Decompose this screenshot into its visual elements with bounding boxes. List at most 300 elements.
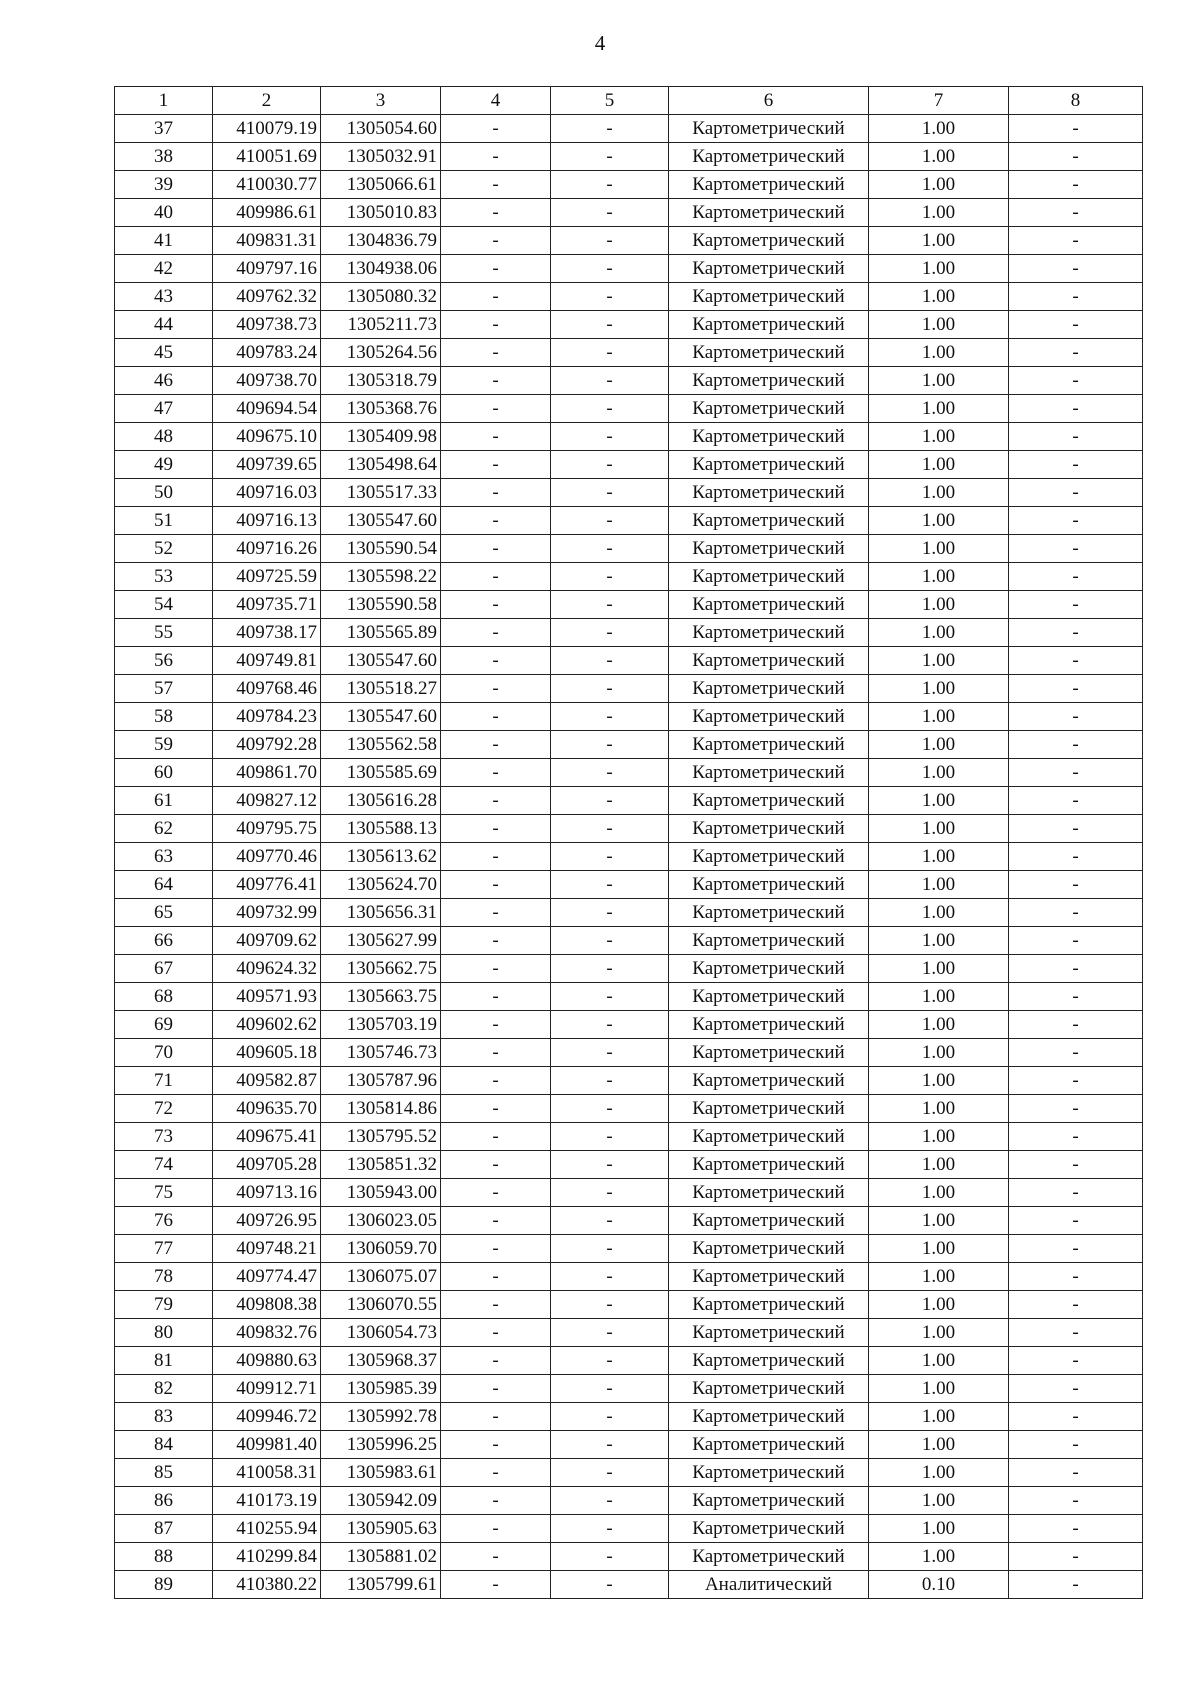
method-cell: Картометрический	[669, 1375, 869, 1403]
col5-cell: -	[551, 1095, 669, 1123]
method-cell: Картометрический	[669, 451, 869, 479]
accuracy-cell: 1.00	[869, 1235, 1009, 1263]
point-number-cell: 70	[115, 1039, 213, 1067]
col8-cell: -	[1009, 619, 1143, 647]
y-coordinate-cell: 1304938.06	[321, 255, 441, 283]
coordinates-table	[114, 86, 1143, 1599]
point-number-cell: 45	[115, 339, 213, 367]
col5-cell: -	[551, 367, 669, 395]
table-row	[115, 927, 1143, 955]
col8-cell: -	[1009, 479, 1143, 507]
method-cell: Картометрический	[669, 591, 869, 619]
table-row	[115, 815, 1143, 843]
method-cell: Картометрический	[669, 1515, 869, 1543]
x-coordinate-cell: 409738.73	[213, 311, 321, 339]
point-number-cell: 73	[115, 1123, 213, 1151]
method-cell: Картометрический	[669, 1235, 869, 1263]
point-number-cell: 60	[115, 759, 213, 787]
point-number-cell: 78	[115, 1263, 213, 1291]
x-coordinate-cell: 409795.75	[213, 815, 321, 843]
y-coordinate-cell: 1305264.56	[321, 339, 441, 367]
col5-cell: -	[551, 731, 669, 759]
point-number-cell: 63	[115, 843, 213, 871]
accuracy-cell: 1.00	[869, 423, 1009, 451]
col4-cell: -	[441, 311, 551, 339]
accuracy-cell: 1.00	[869, 843, 1009, 871]
point-number-cell: 47	[115, 395, 213, 423]
y-coordinate-cell: 1305746.73	[321, 1039, 441, 1067]
col4-cell: -	[441, 451, 551, 479]
col4-cell: -	[441, 983, 551, 1011]
col4-cell: -	[441, 1263, 551, 1291]
table-row	[115, 1543, 1143, 1571]
accuracy-cell: 1.00	[869, 507, 1009, 535]
point-number-cell: 40	[115, 199, 213, 227]
accuracy-cell: 1.00	[869, 899, 1009, 927]
point-number-cell: 62	[115, 815, 213, 843]
x-coordinate-cell: 409738.17	[213, 619, 321, 647]
col5-cell: -	[551, 395, 669, 423]
x-coordinate-cell: 409675.41	[213, 1123, 321, 1151]
col8-cell: -	[1009, 1571, 1143, 1599]
x-coordinate-cell: 409749.81	[213, 647, 321, 675]
col5-cell: -	[551, 1543, 669, 1571]
col4-cell: -	[441, 1095, 551, 1123]
y-coordinate-cell: 1305942.09	[321, 1487, 441, 1515]
accuracy-cell: 1.00	[869, 1011, 1009, 1039]
col4-cell: -	[441, 1123, 551, 1151]
accuracy-cell: 1.00	[869, 1403, 1009, 1431]
table-row	[115, 731, 1143, 759]
col4-cell: -	[441, 1039, 551, 1067]
y-coordinate-cell: 1305613.62	[321, 843, 441, 871]
method-cell: Картометрический	[669, 1207, 869, 1235]
col8-cell: -	[1009, 311, 1143, 339]
col5-cell: -	[551, 983, 669, 1011]
x-coordinate-cell: 409861.70	[213, 759, 321, 787]
x-coordinate-cell: 409784.23	[213, 703, 321, 731]
accuracy-cell: 1.00	[869, 1095, 1009, 1123]
y-coordinate-cell: 1305368.76	[321, 395, 441, 423]
col8-cell: -	[1009, 1375, 1143, 1403]
method-cell: Картометрический	[669, 283, 869, 311]
accuracy-cell: 1.00	[869, 1067, 1009, 1095]
point-number-cell: 38	[115, 143, 213, 171]
method-cell: Картометрический	[669, 731, 869, 759]
table-row	[115, 451, 1143, 479]
point-number-cell: 89	[115, 1571, 213, 1599]
col4-cell: -	[441, 675, 551, 703]
x-coordinate-cell: 409792.28	[213, 731, 321, 759]
y-coordinate-cell: 1305010.83	[321, 199, 441, 227]
col4-cell: -	[441, 339, 551, 367]
table-row	[115, 283, 1143, 311]
accuracy-cell: 1.00	[869, 591, 1009, 619]
y-coordinate-cell: 1305498.64	[321, 451, 441, 479]
method-cell: Картометрический	[669, 1347, 869, 1375]
col5-cell: -	[551, 227, 669, 255]
point-number-cell: 82	[115, 1375, 213, 1403]
method-cell: Картометрический	[669, 647, 869, 675]
col8-cell: -	[1009, 815, 1143, 843]
col5-cell: -	[551, 1403, 669, 1431]
point-number-cell: 46	[115, 367, 213, 395]
method-cell: Картометрический	[669, 1095, 869, 1123]
col8-cell: -	[1009, 1235, 1143, 1263]
col5-cell: -	[551, 255, 669, 283]
y-coordinate-cell: 1305881.02	[321, 1543, 441, 1571]
col5-cell: -	[551, 703, 669, 731]
accuracy-cell: 1.00	[869, 983, 1009, 1011]
page-number: 4	[594, 31, 606, 55]
col8-cell: -	[1009, 759, 1143, 787]
method-cell: Картометрический	[669, 1291, 869, 1319]
point-number-cell: 81	[115, 1347, 213, 1375]
col8-cell: -	[1009, 1487, 1143, 1515]
accuracy-cell: 1.00	[869, 1431, 1009, 1459]
x-coordinate-cell: 409571.93	[213, 983, 321, 1011]
col4-cell: -	[441, 1319, 551, 1347]
method-cell: Картометрический	[669, 423, 869, 451]
table-row	[115, 535, 1143, 563]
column-header-2: 2	[213, 87, 321, 115]
y-coordinate-cell: 1305662.75	[321, 955, 441, 983]
x-coordinate-cell: 409768.46	[213, 675, 321, 703]
x-coordinate-cell: 409770.46	[213, 843, 321, 871]
table-row	[115, 1375, 1143, 1403]
x-coordinate-cell: 409738.70	[213, 367, 321, 395]
y-coordinate-cell: 1305547.60	[321, 647, 441, 675]
x-coordinate-cell: 409716.13	[213, 507, 321, 535]
y-coordinate-cell: 1305409.98	[321, 423, 441, 451]
y-coordinate-cell: 1305968.37	[321, 1347, 441, 1375]
table-row	[115, 591, 1143, 619]
accuracy-cell: 1.00	[869, 1151, 1009, 1179]
accuracy-cell: 1.00	[869, 1123, 1009, 1151]
table-row	[115, 227, 1143, 255]
col5-cell: -	[551, 647, 669, 675]
col8-cell: -	[1009, 283, 1143, 311]
col5-cell: -	[551, 479, 669, 507]
col4-cell: -	[441, 955, 551, 983]
method-cell: Картометрический	[669, 1543, 869, 1571]
accuracy-cell: 1.00	[869, 703, 1009, 731]
point-number-cell: 86	[115, 1487, 213, 1515]
col8-cell: -	[1009, 395, 1143, 423]
table-header-row	[115, 87, 1143, 115]
x-coordinate-cell: 409726.95	[213, 1207, 321, 1235]
point-number-cell: 76	[115, 1207, 213, 1235]
col8-cell: -	[1009, 871, 1143, 899]
point-number-cell: 44	[115, 311, 213, 339]
method-cell: Картометрический	[669, 675, 869, 703]
y-coordinate-cell: 1305517.33	[321, 479, 441, 507]
col8-cell: -	[1009, 731, 1143, 759]
col5-cell: -	[551, 563, 669, 591]
col8-cell: -	[1009, 115, 1143, 143]
col8-cell: -	[1009, 927, 1143, 955]
x-coordinate-cell: 409739.65	[213, 451, 321, 479]
method-cell: Картометрический	[669, 367, 869, 395]
col4-cell: -	[441, 423, 551, 451]
y-coordinate-cell: 1305590.54	[321, 535, 441, 563]
column-header-4: 4	[441, 87, 551, 115]
table-row	[115, 115, 1143, 143]
col5-cell: -	[551, 591, 669, 619]
col4-cell: -	[441, 535, 551, 563]
x-coordinate-cell: 410030.77	[213, 171, 321, 199]
y-coordinate-cell: 1305616.28	[321, 787, 441, 815]
col5-cell: -	[551, 787, 669, 815]
table-row	[115, 1431, 1143, 1459]
accuracy-cell: 1.00	[869, 563, 1009, 591]
col5-cell: -	[551, 115, 669, 143]
col4-cell: -	[441, 1459, 551, 1487]
col5-cell: -	[551, 899, 669, 927]
accuracy-cell: 1.00	[869, 1459, 1009, 1487]
y-coordinate-cell: 1305518.27	[321, 675, 441, 703]
method-cell: Картометрический	[669, 899, 869, 927]
col5-cell: -	[551, 143, 669, 171]
accuracy-cell: 1.00	[869, 927, 1009, 955]
col5-cell: -	[551, 1459, 669, 1487]
x-coordinate-cell: 409725.59	[213, 563, 321, 591]
accuracy-cell: 1.00	[869, 367, 1009, 395]
accuracy-cell: 1.00	[869, 479, 1009, 507]
accuracy-cell: 1.00	[869, 1039, 1009, 1067]
method-cell: Аналитический	[669, 1571, 869, 1599]
accuracy-cell: 1.00	[869, 227, 1009, 255]
point-number-cell: 53	[115, 563, 213, 591]
accuracy-cell: 1.00	[869, 871, 1009, 899]
y-coordinate-cell: 1305547.60	[321, 507, 441, 535]
accuracy-cell: 1.00	[869, 731, 1009, 759]
col4-cell: -	[441, 843, 551, 871]
table-row	[115, 1123, 1143, 1151]
col8-cell: -	[1009, 843, 1143, 871]
col4-cell: -	[441, 1011, 551, 1039]
col4-cell: -	[441, 1207, 551, 1235]
col5-cell: -	[551, 1039, 669, 1067]
col4-cell: -	[441, 143, 551, 171]
x-coordinate-cell: 409735.71	[213, 591, 321, 619]
method-cell: Картометрический	[669, 507, 869, 535]
col5-cell: -	[551, 1151, 669, 1179]
accuracy-cell: 1.00	[869, 1543, 1009, 1571]
method-cell: Картометрический	[669, 1319, 869, 1347]
col8-cell: -	[1009, 171, 1143, 199]
col4-cell: -	[441, 115, 551, 143]
y-coordinate-cell: 1305799.61	[321, 1571, 441, 1599]
col4-cell: -	[441, 507, 551, 535]
x-coordinate-cell: 409912.71	[213, 1375, 321, 1403]
point-number-cell: 74	[115, 1151, 213, 1179]
column-header-1: 1	[115, 87, 213, 115]
point-number-cell: 54	[115, 591, 213, 619]
col5-cell: -	[551, 1487, 669, 1515]
col4-cell: -	[441, 1179, 551, 1207]
table-row	[115, 1179, 1143, 1207]
method-cell: Картометрический	[669, 1431, 869, 1459]
accuracy-cell: 1.00	[869, 283, 1009, 311]
table-row	[115, 423, 1143, 451]
point-number-cell: 87	[115, 1515, 213, 1543]
accuracy-cell: 1.00	[869, 759, 1009, 787]
table-row	[115, 1039, 1143, 1067]
method-cell: Картометрический	[669, 535, 869, 563]
col8-cell: -	[1009, 451, 1143, 479]
x-coordinate-cell: 409748.21	[213, 1235, 321, 1263]
col8-cell: -	[1009, 1123, 1143, 1151]
col8-cell: -	[1009, 1095, 1143, 1123]
x-coordinate-cell: 409624.32	[213, 955, 321, 983]
method-cell: Картометрический	[669, 143, 869, 171]
col4-cell: -	[441, 787, 551, 815]
col5-cell: -	[551, 1291, 669, 1319]
method-cell: Картометрический	[669, 199, 869, 227]
col4-cell: -	[441, 367, 551, 395]
col4-cell: -	[441, 395, 551, 423]
x-coordinate-cell: 409713.16	[213, 1179, 321, 1207]
x-coordinate-cell: 409716.03	[213, 479, 321, 507]
table-row	[115, 199, 1143, 227]
y-coordinate-cell: 1305080.32	[321, 283, 441, 311]
table-row	[115, 143, 1143, 171]
x-coordinate-cell: 409732.99	[213, 899, 321, 927]
point-number-cell: 61	[115, 787, 213, 815]
y-coordinate-cell: 1305992.78	[321, 1403, 441, 1431]
table-row	[115, 1459, 1143, 1487]
accuracy-cell: 1.00	[869, 535, 1009, 563]
table-row	[115, 1347, 1143, 1375]
col4-cell: -	[441, 479, 551, 507]
col5-cell: -	[551, 927, 669, 955]
accuracy-cell: 0.10	[869, 1571, 1009, 1599]
method-cell: Картометрический	[669, 1123, 869, 1151]
point-number-cell: 50	[115, 479, 213, 507]
point-number-cell: 88	[115, 1543, 213, 1571]
x-coordinate-cell: 409582.87	[213, 1067, 321, 1095]
point-number-cell: 68	[115, 983, 213, 1011]
col4-cell: -	[441, 171, 551, 199]
col4-cell: -	[441, 1515, 551, 1543]
x-coordinate-cell: 409797.16	[213, 255, 321, 283]
method-cell: Картометрический	[669, 1179, 869, 1207]
accuracy-cell: 1.00	[869, 143, 1009, 171]
point-number-cell: 37	[115, 115, 213, 143]
col5-cell: -	[551, 1011, 669, 1039]
accuracy-cell: 1.00	[869, 647, 1009, 675]
col4-cell: -	[441, 703, 551, 731]
method-cell: Картометрический	[669, 955, 869, 983]
col5-cell: -	[551, 955, 669, 983]
col8-cell: -	[1009, 899, 1143, 927]
col5-cell: -	[551, 1375, 669, 1403]
col4-cell: -	[441, 591, 551, 619]
col8-cell: -	[1009, 1291, 1143, 1319]
x-coordinate-cell: 409762.32	[213, 283, 321, 311]
col5-cell: -	[551, 1431, 669, 1459]
accuracy-cell: 1.00	[869, 675, 1009, 703]
col8-cell: -	[1009, 1151, 1143, 1179]
table-row	[115, 507, 1143, 535]
col5-cell: -	[551, 451, 669, 479]
x-coordinate-cell: 409808.38	[213, 1291, 321, 1319]
method-cell: Картометрический	[669, 815, 869, 843]
point-number-cell: 80	[115, 1319, 213, 1347]
col8-cell: -	[1009, 1067, 1143, 1095]
col4-cell: -	[441, 563, 551, 591]
point-number-cell: 65	[115, 899, 213, 927]
accuracy-cell: 1.00	[869, 1487, 1009, 1515]
method-cell: Картометрический	[669, 255, 869, 283]
col8-cell: -	[1009, 367, 1143, 395]
table-row	[115, 1403, 1143, 1431]
y-coordinate-cell: 1305943.00	[321, 1179, 441, 1207]
y-coordinate-cell: 1305032.91	[321, 143, 441, 171]
x-coordinate-cell: 409602.62	[213, 1011, 321, 1039]
accuracy-cell: 1.00	[869, 815, 1009, 843]
point-number-cell: 58	[115, 703, 213, 731]
x-coordinate-cell: 409675.10	[213, 423, 321, 451]
col8-cell: -	[1009, 647, 1143, 675]
col5-cell: -	[551, 339, 669, 367]
table-row	[115, 843, 1143, 871]
col4-cell: -	[441, 1067, 551, 1095]
col8-cell: -	[1009, 1179, 1143, 1207]
x-coordinate-cell: 409776.41	[213, 871, 321, 899]
table-row	[115, 1207, 1143, 1235]
col8-cell: -	[1009, 143, 1143, 171]
point-number-cell: 41	[115, 227, 213, 255]
y-coordinate-cell: 1305547.60	[321, 703, 441, 731]
col8-cell: -	[1009, 199, 1143, 227]
y-coordinate-cell: 1305985.39	[321, 1375, 441, 1403]
y-coordinate-cell: 1305598.22	[321, 563, 441, 591]
col4-cell: -	[441, 1431, 551, 1459]
col4-cell: -	[441, 1291, 551, 1319]
col5-cell: -	[551, 1235, 669, 1263]
table-row	[115, 1095, 1143, 1123]
method-cell: Картометрический	[669, 703, 869, 731]
col4-cell: -	[441, 619, 551, 647]
y-coordinate-cell: 1305795.52	[321, 1123, 441, 1151]
point-number-cell: 85	[115, 1459, 213, 1487]
x-coordinate-cell: 409981.40	[213, 1431, 321, 1459]
method-cell: Картометрический	[669, 871, 869, 899]
col8-cell: -	[1009, 1543, 1143, 1571]
point-number-cell: 49	[115, 451, 213, 479]
x-coordinate-cell: 410079.19	[213, 115, 321, 143]
col5-cell: -	[551, 619, 669, 647]
x-coordinate-cell: 410299.84	[213, 1543, 321, 1571]
table-row	[115, 1067, 1143, 1095]
method-cell: Картометрический	[669, 1067, 869, 1095]
column-header-3: 3	[321, 87, 441, 115]
col8-cell: -	[1009, 983, 1143, 1011]
y-coordinate-cell: 1305703.19	[321, 1011, 441, 1039]
point-number-cell: 77	[115, 1235, 213, 1263]
y-coordinate-cell: 1305211.73	[321, 311, 441, 339]
col8-cell: -	[1009, 563, 1143, 591]
x-coordinate-cell: 410051.69	[213, 143, 321, 171]
y-coordinate-cell: 1304836.79	[321, 227, 441, 255]
col5-cell: -	[551, 1207, 669, 1235]
point-number-cell: 42	[115, 255, 213, 283]
col8-cell: -	[1009, 703, 1143, 731]
col8-cell: -	[1009, 227, 1143, 255]
col4-cell: -	[441, 255, 551, 283]
